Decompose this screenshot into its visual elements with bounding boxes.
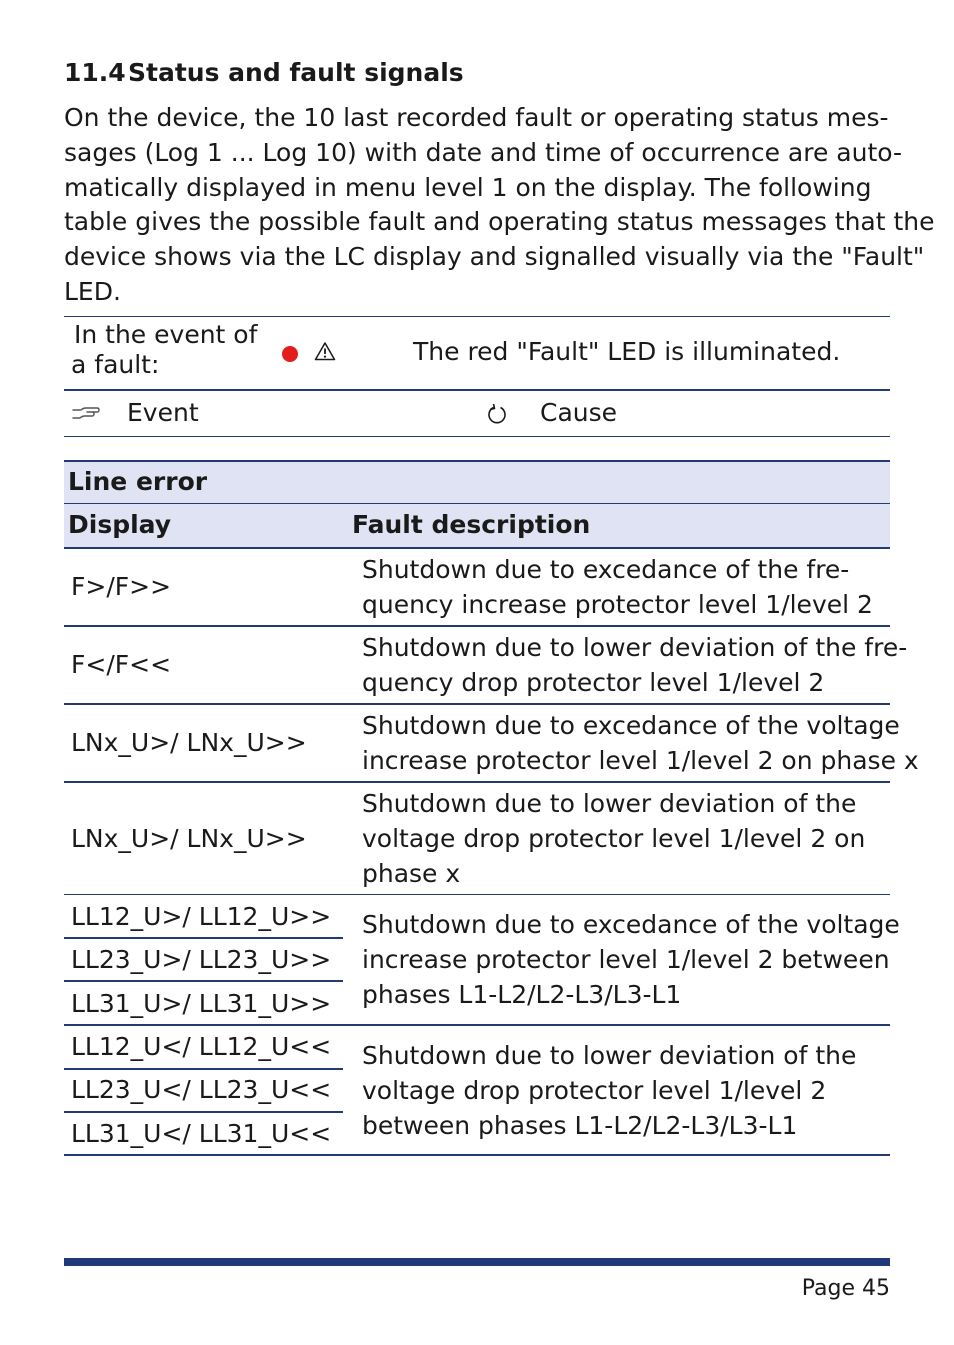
table-header-rule	[64, 547, 890, 549]
description-line: Shutdown due to excedance of the voltage	[362, 910, 900, 939]
table-row-display: F>/F>>	[71, 572, 172, 601]
row-divider	[64, 781, 890, 783]
intro-line: matically displayed in menu level 1 on the display. The following	[64, 172, 872, 202]
red-led-icon	[282, 346, 298, 362]
intro-line: table gives the possible fault and operating status messages that the	[64, 207, 935, 237]
legend-top-rule	[64, 316, 890, 317]
description-line: between phases L1-L2/L2-L3/L3-L1	[362, 1110, 798, 1140]
row-divider	[64, 894, 890, 895]
description-line: phase x	[362, 858, 461, 888]
legend-middle-rule	[64, 389, 890, 391]
table-row-description	[362, 709, 919, 779]
col-header-display: Display	[68, 510, 172, 539]
fault-label	[71, 320, 258, 380]
intro-line: device shows via the LC display and signalled visually via the "Fault"	[64, 242, 925, 272]
legend-bottom-rule	[64, 436, 890, 437]
fault-label-line1: In the event of	[74, 320, 258, 349]
sub-row-divider	[64, 980, 343, 982]
table-group-title: Line error	[68, 467, 208, 496]
description-line: increase protector level 1/level 2 on phase x	[362, 745, 919, 775]
table-row-display: LL23_U>/ LL23_U>>	[71, 945, 332, 974]
col-header-description: Fault description	[352, 510, 591, 539]
description-line: Shutdown due to lower deviation of the fre-	[362, 633, 908, 662]
description-line: quency increase protector level 1/level 2	[362, 589, 873, 619]
table-row-description	[362, 631, 907, 701]
cause-label: Cause	[540, 398, 618, 427]
intro-line: LED.	[64, 276, 121, 306]
fault-led-text: The red "Fault" LED is illuminated.	[413, 337, 841, 366]
sub-row-divider	[64, 1111, 343, 1113]
description-line: increase protector level 1/level 2 between	[362, 944, 890, 974]
intro-paragraph	[64, 101, 935, 310]
table-row-description	[362, 553, 873, 623]
pointing-hand-icon	[72, 405, 100, 421]
table-row-display: LL31_U</ LL31_U<<	[71, 1119, 332, 1148]
table-row-display: LL31_U>/ LL31_U>>	[71, 989, 332, 1018]
row-divider	[64, 625, 890, 627]
section-title: Status and fault signals	[128, 58, 464, 87]
description-line: Shutdown due to lower deviation of the	[362, 789, 857, 818]
description-line: quency drop protector level 1/level 2	[362, 667, 825, 697]
sub-row-divider	[64, 937, 343, 939]
description-line: Shutdown due to excedance of the voltage	[362, 711, 900, 740]
table-row-description	[362, 787, 865, 891]
table-top-rule	[64, 460, 890, 462]
fault-label-line2: a fault:	[71, 350, 160, 379]
description-line: phases L1-L2/L2-L3/L3-L1	[362, 979, 682, 1009]
warning-triangle-icon	[314, 341, 336, 361]
cycle-arrow-icon	[486, 403, 508, 425]
description-line: voltage drop protector level 1/level 2	[362, 1075, 827, 1105]
row-divider	[64, 703, 890, 705]
section-number: 11.4	[64, 58, 126, 87]
description-line: Shutdown due to lower deviation of the	[362, 1041, 857, 1070]
table-row-display: F</F<<	[71, 650, 172, 679]
table-row-description	[362, 908, 900, 1012]
row-divider	[64, 1024, 890, 1026]
event-label: Event	[127, 398, 199, 427]
table-bottom-rule	[64, 1154, 890, 1156]
table-row-description	[362, 1039, 856, 1143]
table-row-display: LL12_U>/ LL12_U>>	[71, 902, 332, 931]
footer-bar	[64, 1258, 890, 1266]
description-line: voltage drop protector level 1/level 2 on	[362, 823, 866, 853]
table-row-display: LNx_U>/ LNx_U>>	[71, 824, 307, 853]
sub-row-divider	[64, 1068, 343, 1070]
section-heading	[64, 58, 464, 87]
table-row-display: LL12_U</ LL12_U<<	[71, 1032, 332, 1061]
page-number: Page 45	[801, 1276, 890, 1301]
description-line: Shutdown due to excedance of the fre-	[362, 555, 850, 584]
table-row-display: LNx_U>/ LNx_U>>	[71, 728, 307, 757]
table-row-display: LL23_U</ LL23_U<<	[71, 1075, 332, 1104]
intro-line: sages (Log 1 ... Log 10) with date and time of occurrence are auto-	[64, 137, 903, 167]
intro-line: On the device, the 10 last recorded fault or operating status mes-	[64, 103, 889, 132]
